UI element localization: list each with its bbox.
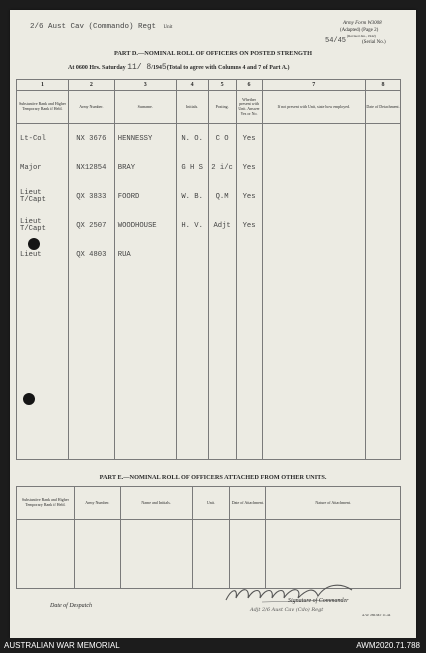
initials-cell: W. B.: [176, 182, 208, 211]
year-digit: 5: [161, 63, 167, 72]
part-d-table: [16, 79, 401, 460]
col-num: 8: [366, 80, 401, 91]
col-header-army-number: Army Number.: [74, 487, 120, 520]
blank-cell: [262, 269, 366, 460]
table-row: [17, 182, 401, 211]
employment-cell: [262, 153, 366, 182]
rank-cell: Lieut: [17, 240, 69, 269]
detachment-cell: [366, 182, 401, 211]
col-header-employment: If not present with Unit, state how employed.: [262, 91, 366, 124]
present-cell: [236, 240, 262, 269]
blank-cell: [17, 520, 75, 589]
part-e-title: PART E.—NOMINAL ROLL OF OFFICERS ATTACHED FROM OTHER UNITS.: [99, 474, 327, 481]
archive-name: AUSTRALIAN WAR MEMORIAL: [4, 641, 120, 650]
blank-cell: [176, 269, 208, 460]
col-header-rank: Substantive Rank and Higher Temporary Rank if Held.: [17, 487, 75, 520]
employment-cell: [262, 182, 366, 211]
detachment-cell: [366, 240, 401, 269]
detachment-cell: [366, 124, 401, 154]
col-header-attachment-date: Date of Attachment.: [230, 487, 266, 520]
blank-cell: [68, 269, 114, 460]
rank-cell: Major: [17, 153, 69, 182]
blank-cell: [120, 520, 192, 589]
total-note: (Total to agree with Columns 4 and 7 of Part A.): [166, 65, 290, 71]
at-label: At: [68, 65, 75, 71]
col-header-unit: Unit.: [192, 487, 230, 520]
detachment-cell: [366, 153, 401, 182]
present-cell: Yes: [236, 182, 262, 211]
table-blank-area: [17, 269, 401, 460]
blank-cell: [208, 269, 236, 460]
column-header-row: [17, 91, 401, 124]
rank-cell: Lieut T/Capt: [17, 182, 69, 211]
col-header-rank: Substantive Rank and Higher Temporary Rank if Held.: [17, 91, 69, 124]
archive-reference: AWM2020.71.788: [356, 641, 420, 650]
unit-name: [30, 23, 172, 31]
print-code: A.W. 28h M/r 11-44: [362, 613, 391, 617]
table-row: [17, 240, 401, 269]
col-header-name: Name and Initials.: [120, 487, 192, 520]
form-adapted: (Adapted) (Page 2): [340, 28, 379, 33]
col-num: 6: [236, 80, 262, 91]
detachment-cell: [366, 211, 401, 240]
col-header-initials: Initials.: [176, 91, 208, 124]
form-title: Army Form W3008: [343, 21, 382, 26]
army-number-cell: QX 4803: [68, 240, 114, 269]
blank-cell: [74, 520, 120, 589]
blank-cell: [236, 269, 262, 460]
posting-cell: 2 i/c: [208, 153, 236, 182]
col-num: 4: [176, 80, 208, 91]
archive-caption-bar: [0, 638, 426, 653]
rank-cell: Lieut T/Capt: [17, 211, 69, 240]
army-number-cell: NX 3676: [68, 124, 114, 154]
blank-cell: [230, 520, 266, 589]
blank-cell: [192, 520, 230, 589]
year-prefix: /194: [151, 65, 162, 71]
initials-cell: G H S: [176, 153, 208, 182]
col-num: 3: [114, 80, 176, 91]
col-header-attachment-nature: Nature of Attachment.: [266, 487, 401, 520]
army-number-cell: QX 2507: [68, 211, 114, 240]
present-cell: Yes: [236, 211, 262, 240]
unit-typed-text: 2/6 Aust Cav (Commando) Regt: [30, 23, 157, 31]
serial-number: 54/45: [325, 37, 347, 45]
present-cell: Yes: [236, 124, 262, 154]
part-e-blank-area: [17, 520, 401, 589]
surname-cell: HENNESSY: [114, 124, 176, 154]
surname-cell: WOODHOUSE: [114, 211, 176, 240]
col-num: 1: [17, 80, 69, 91]
employment-cell: [262, 240, 366, 269]
col-header-army-number: Army Number.: [68, 91, 114, 124]
initials-cell: [176, 240, 208, 269]
form-revised: (Revised Jan., 1942): [347, 34, 376, 38]
army-number-cell: QX 3833: [68, 182, 114, 211]
col-header-surname: Surname.: [114, 91, 176, 124]
posting-cell: C O: [208, 124, 236, 154]
posting-cell: Adjt: [208, 211, 236, 240]
date-typed: 11/ 8: [127, 63, 152, 72]
date-of-despatch-label: Date of Despatch: [50, 603, 92, 609]
part-e-header-row: [17, 487, 401, 520]
part-d-date-line: [68, 63, 290, 72]
part-e-table: [16, 486, 401, 589]
surname-cell: FOORD: [114, 182, 176, 211]
col-num: 2: [68, 80, 114, 91]
blank-cell: [114, 269, 176, 460]
blank-cell: [17, 269, 69, 460]
column-number-row: [17, 80, 401, 91]
surname-cell: RUA: [114, 240, 176, 269]
col-num: 7: [262, 80, 366, 91]
table-row: [17, 211, 401, 240]
posting-cell: Q.M: [208, 182, 236, 211]
army-number-cell: NX12854: [68, 153, 114, 182]
posting-cell: [208, 240, 236, 269]
initials-cell: H. V.: [176, 211, 208, 240]
hours-value: 0600: [75, 65, 88, 71]
col-header-detachment-date: Date of Detachment.: [366, 91, 401, 124]
surname-cell: BRAY: [114, 153, 176, 182]
part-d-title: PART D.—NOMINAL ROLL OF OFFICERS ON POSTED STRENGTH: [113, 50, 313, 57]
signature-label: Signature of Commander: [288, 598, 349, 604]
unit-label: Unit: [163, 25, 173, 30]
present-cell: Yes: [236, 153, 262, 182]
signature-subtitle: Adjt 2/6 Aust Cav (Cdo) Regt: [250, 607, 324, 613]
employment-cell: [262, 124, 366, 154]
col-num: 5: [208, 80, 236, 91]
col-header-present: Whether present with Unit. Answer Yes or No.: [236, 91, 262, 124]
hrs-label: Hrs. Saturday: [89, 65, 126, 71]
rank-cell: Lt-Col: [17, 124, 69, 154]
blank-cell: [366, 269, 401, 460]
table-row: [17, 153, 401, 182]
serial-label: (Serial No.): [362, 40, 386, 45]
blank-cell: [266, 520, 401, 589]
employment-cell: [262, 211, 366, 240]
col-header-posting: Posting.: [208, 91, 236, 124]
table-row: [17, 124, 401, 154]
initials-cell: N. O.: [176, 124, 208, 154]
